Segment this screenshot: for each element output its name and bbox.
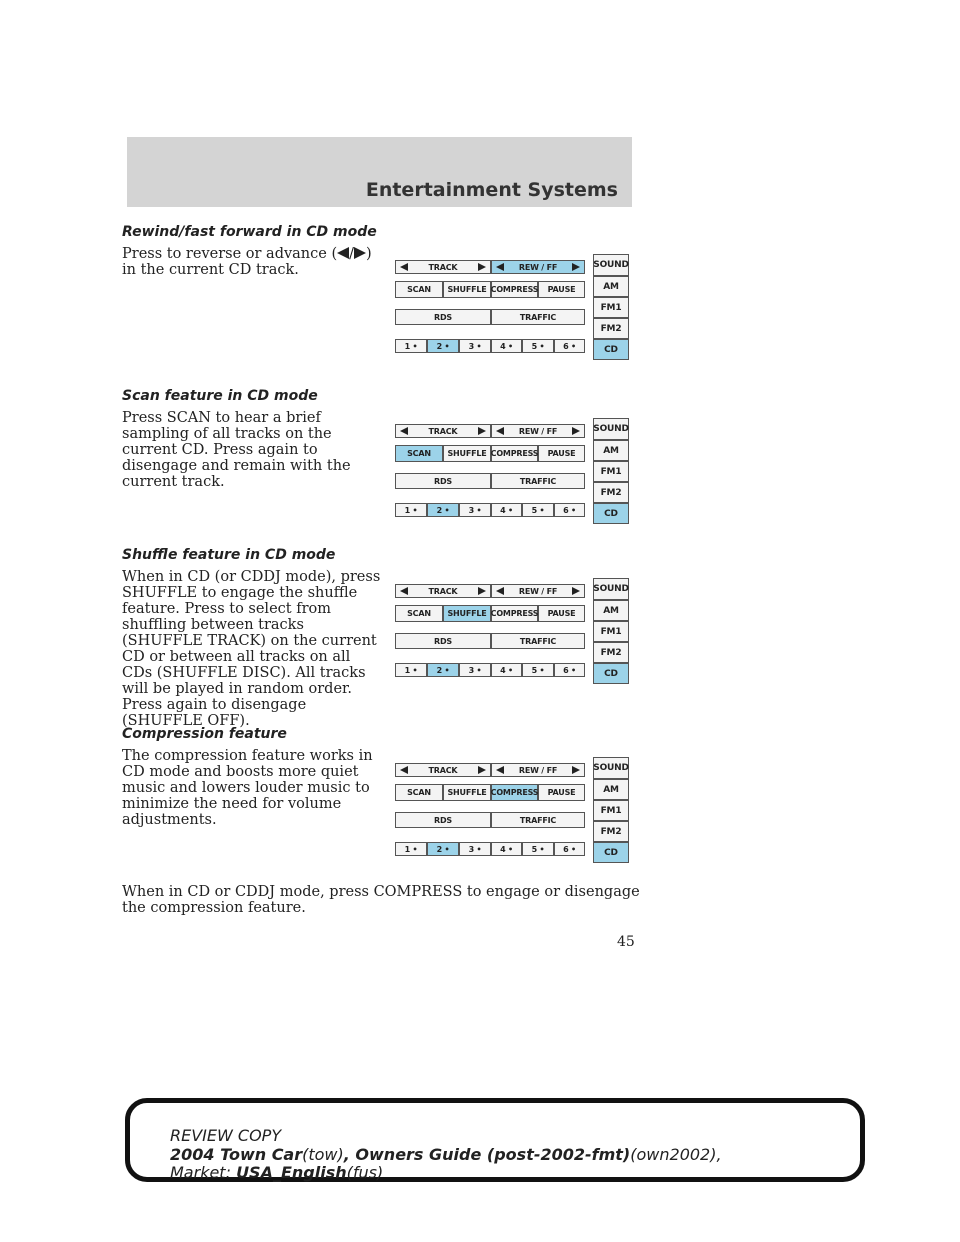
track-button[interactable]: TRACK (395, 424, 491, 438)
right-triangle-icon (478, 587, 486, 595)
preset-3-button[interactable]: 3 • (459, 503, 491, 517)
fm1-button[interactable]: FM1 (593, 297, 629, 318)
preset-3-button[interactable]: 3 • (459, 663, 491, 677)
left-triangle-icon (400, 263, 408, 271)
fm1-button[interactable]: FM1 (593, 800, 629, 821)
rds-button[interactable]: RDS (395, 473, 491, 489)
fm2-button[interactable]: FM2 (593, 482, 629, 503)
rds-button[interactable]: RDS (395, 812, 491, 828)
compression-instructions: When in CD or CDDJ mode, press COMPRESS to engage or disengage the compression feature. (122, 884, 640, 916)
radio-panel-scan (395, 418, 635, 526)
am-button[interactable]: AM (593, 779, 629, 800)
radio-panel-compress (395, 757, 635, 865)
section-shuffle (122, 547, 382, 729)
cd-button[interactable]: CD (593, 842, 629, 863)
left-triangle-icon (496, 427, 504, 435)
compress-button[interactable]: COMPRESS (491, 784, 538, 801)
fm1-button[interactable]: FM1 (593, 461, 629, 482)
fm2-button[interactable]: FM2 (593, 821, 629, 842)
preset-5-button[interactable]: 5 • (522, 663, 554, 677)
scan-button[interactable]: SCAN (395, 784, 443, 801)
preset-4-button[interactable]: 4 • (491, 503, 522, 517)
left-triangle-icon (400, 587, 408, 595)
track-button[interactable]: TRACK (395, 260, 491, 274)
preset-1-button[interactable]: 1 • (395, 503, 427, 517)
right-triangle-icon (572, 766, 580, 774)
left-triangle-icon (496, 263, 504, 271)
compress-button[interactable]: COMPRESS (491, 281, 538, 298)
am-button[interactable]: AM (593, 440, 629, 461)
rew-ff-button[interactable]: REW / FF (491, 763, 585, 777)
right-triangle-icon (572, 263, 580, 271)
right-triangle-icon (478, 766, 486, 774)
preset-4-button[interactable]: 4 • (491, 339, 522, 353)
compress-button[interactable]: COMPRESS (491, 445, 538, 462)
rds-button[interactable]: RDS (395, 309, 491, 325)
rewind-triangle-icon (337, 247, 349, 259)
preset-1-button[interactable]: 1 • (395, 842, 427, 856)
preset-6-button[interactable]: 6 • (554, 842, 585, 856)
section-body: When in CD (or CDDJ mode), press SHUFFLE to engage the shuffle feature. Press to select from shuffling between tracks (SHUFFLE TRACK) on the current CD or between all tracks on all CDs (SHUFFLE DISC). All tracks will be played in random order. Press again to disengage (SHUFFLE OFF). (122, 569, 381, 729)
forward-triangle-icon (354, 247, 366, 259)
shuffle-button[interactable]: SHUFFLE (443, 281, 491, 298)
radio-panel-shuffle (395, 578, 635, 686)
am-button[interactable]: AM (593, 600, 629, 621)
shuffle-button[interactable]: SHUFFLE (443, 445, 491, 462)
fm1-button[interactable]: FM1 (593, 621, 629, 642)
preset-6-button[interactable]: 6 • (554, 503, 585, 517)
pause-button[interactable]: PAUSE (538, 281, 585, 298)
sound-button[interactable]: SOUND (593, 254, 629, 276)
preset-1-button[interactable]: 1 • (395, 339, 427, 353)
section-title: Scan feature in CD mode (122, 388, 318, 404)
preset-5-button[interactable]: 5 • (522, 842, 554, 856)
left-triangle-icon (400, 427, 408, 435)
preset-3-button[interactable]: 3 • (459, 339, 491, 353)
left-triangle-icon (496, 587, 504, 595)
section-body: Press to reverse or advance ( / ) in the current CD track. (122, 246, 372, 278)
header-band (127, 137, 632, 207)
preset-3-button[interactable]: 3 • (459, 842, 491, 856)
preset-5-button[interactable]: 5 • (522, 503, 554, 517)
shuffle-button[interactable]: SHUFFLE (443, 784, 491, 801)
cd-button[interactable]: CD (593, 339, 629, 360)
scan-button[interactable]: SCAN (395, 605, 443, 622)
traffic-button[interactable]: TRAFFIC (491, 812, 585, 828)
sound-button[interactable]: SOUND (593, 757, 629, 779)
am-button[interactable]: AM (593, 276, 629, 297)
rds-button[interactable]: RDS (395, 633, 491, 649)
right-triangle-icon (478, 263, 486, 271)
preset-6-button[interactable]: 6 • (554, 339, 585, 353)
right-triangle-icon (478, 427, 486, 435)
preset-2-button[interactable]: 2 • (427, 842, 459, 856)
section-compression (122, 726, 382, 828)
pause-button[interactable]: PAUSE (538, 445, 585, 462)
section-rewind-ff (122, 224, 382, 278)
pause-button[interactable]: PAUSE (538, 784, 585, 801)
page-number: 45 (617, 934, 635, 950)
sound-button[interactable]: SOUND (593, 578, 629, 600)
preset-5-button[interactable]: 5 • (522, 339, 554, 353)
sound-button[interactable]: SOUND (593, 418, 629, 440)
review-copy-footer (125, 1098, 865, 1182)
right-triangle-icon (572, 587, 580, 595)
preset-4-button[interactable]: 4 • (491, 842, 522, 856)
right-triangle-icon (572, 427, 580, 435)
footer-model-line: 2004 Town Car(tow), Owners Guide (post-2002-fmt)(own2002), (170, 1145, 722, 1164)
cd-button[interactable]: CD (593, 663, 629, 684)
footer-review-line: REVIEW COPY (170, 1126, 282, 1145)
traffic-button[interactable]: TRAFFIC (491, 633, 585, 649)
track-button[interactable]: TRACK (395, 763, 491, 777)
traffic-button[interactable]: TRAFFIC (491, 309, 585, 325)
preset-1-button[interactable]: 1 • (395, 663, 427, 677)
preset-2-button[interactable]: 2 • (427, 339, 459, 353)
pause-button[interactable]: PAUSE (538, 605, 585, 622)
scan-button[interactable]: SCAN (395, 281, 443, 298)
traffic-button[interactable]: TRAFFIC (491, 473, 585, 489)
scan-button[interactable]: SCAN (395, 445, 443, 462)
left-triangle-icon (400, 766, 408, 774)
radio-panel-rew-ff (395, 254, 635, 362)
section-body: Press SCAN to hear a brief sampling of all tracks on the current CD. Press again to disengage and remain with the current track. (122, 410, 351, 490)
left-triangle-icon (496, 766, 504, 774)
rew-ff-button[interactable]: REW / FF (491, 584, 585, 598)
cd-button[interactable]: CD (593, 503, 629, 524)
rew-ff-button[interactable]: REW / FF (491, 424, 585, 438)
preset-2-button[interactable]: 2 • (427, 503, 459, 517)
compress-button[interactable]: COMPRESS (491, 605, 538, 622)
section-title: Rewind/fast forward in CD mode (122, 224, 377, 240)
rew-ff-button[interactable]: REW / FF (491, 260, 585, 274)
track-button[interactable]: TRACK (395, 584, 491, 598)
section-scan (122, 388, 382, 490)
footer-market-line: Market: USA_English(fus) (170, 1163, 384, 1182)
section-title: Compression feature (122, 726, 287, 742)
preset-4-button[interactable]: 4 • (491, 663, 522, 677)
preset-6-button[interactable]: 6 • (554, 663, 585, 677)
section-title: Shuffle feature in CD mode (122, 547, 336, 563)
fm2-button[interactable]: FM2 (593, 318, 629, 339)
section-body: The compression feature works in CD mode and boosts more quiet music and lowers louder music to minimize the need for volume adjustments. (122, 748, 373, 828)
shuffle-button[interactable]: SHUFFLE (443, 605, 491, 622)
fm2-button[interactable]: FM2 (593, 642, 629, 663)
page-header-title: Entertainment Systems (365, 179, 618, 201)
preset-2-button[interactable]: 2 • (427, 663, 459, 677)
